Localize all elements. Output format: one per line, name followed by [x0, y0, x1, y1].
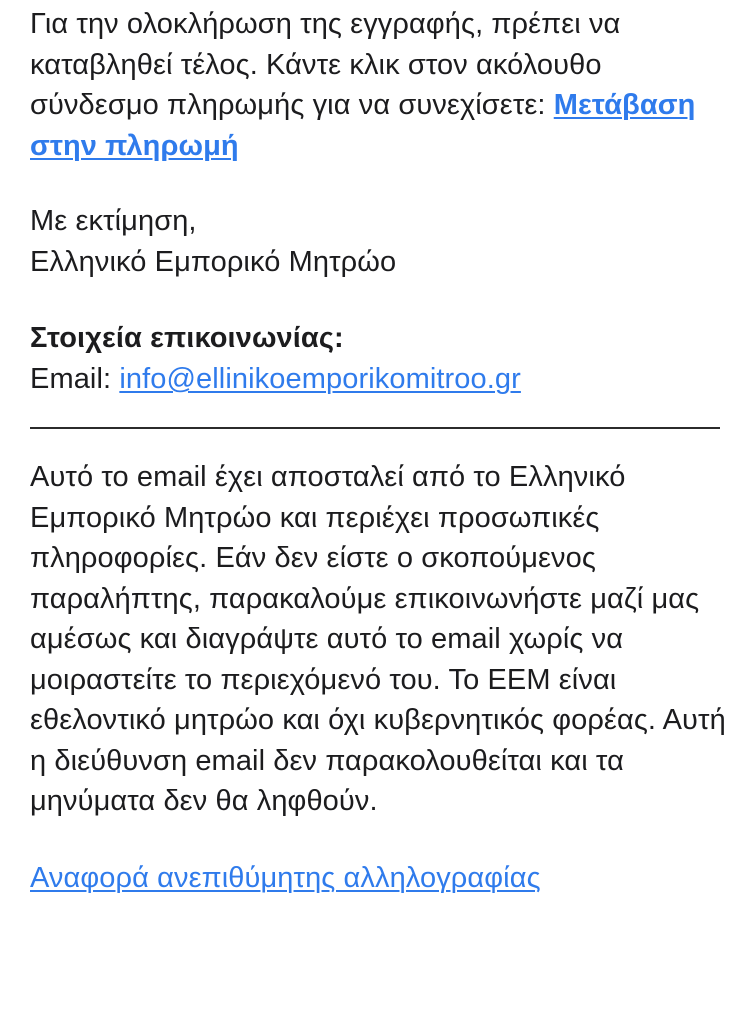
- payment-link[interactable]: Μετάβαση στην πληρωμή: [30, 89, 696, 162]
- closing-text: Με εκτίμηση,: [30, 205, 197, 237]
- contact-email-label: Email:: [30, 362, 120, 395]
- report-paragraph: [30, 858, 730, 899]
- email-body: [30, 4, 730, 898]
- contact-paragraph: [30, 318, 730, 399]
- payment-paragraph: [30, 4, 730, 166]
- payment-text: Για την ολοκλήρωση της εγγραφής, πρέπει να καταβληθεί τέλος. Κάντε κλικ στον ακόλουθο σύνδεσμο πληρωμής για να συνεχίσετε:: [30, 8, 621, 121]
- contact-heading: Στοιχεία επικοινωνίας:: [30, 322, 344, 354]
- report-spam-link[interactable]: Αναφορά ανεπιθύμητης αλληλογραφίας: [30, 861, 541, 894]
- divider: [30, 427, 720, 429]
- disclaimer-paragraph: Αυτό το email έχει αποσταλεί από το Ελληνικό Εμπορικό Μητρώο και περιέχει προσωπικές πληροφορίες. Εάν δεν είστε ο σκοπούμενος παραλήπτης, παρακαλούμε επικοινωνήστε μαζί μας αμέσως και διαγράψτε αυτό το email χωρίς να μοιραστείτε το περιεχόμενό του. Το ΕΕΜ είναι εθελοντικό μητρώο και όχι κυβερνητικός φορέας. Αυτή η διεύθυνση email δεν παρακολουθείται και τα μηνύματα δεν θα ληφθούν.: [30, 461, 726, 817]
- contact-email-link[interactable]: info@ellinikoemporikomitroo.gr: [119, 362, 521, 395]
- signoff-paragraph: [30, 201, 730, 282]
- sender-name: Ελληνικό Εμπορικό Μητρώο: [30, 245, 397, 278]
